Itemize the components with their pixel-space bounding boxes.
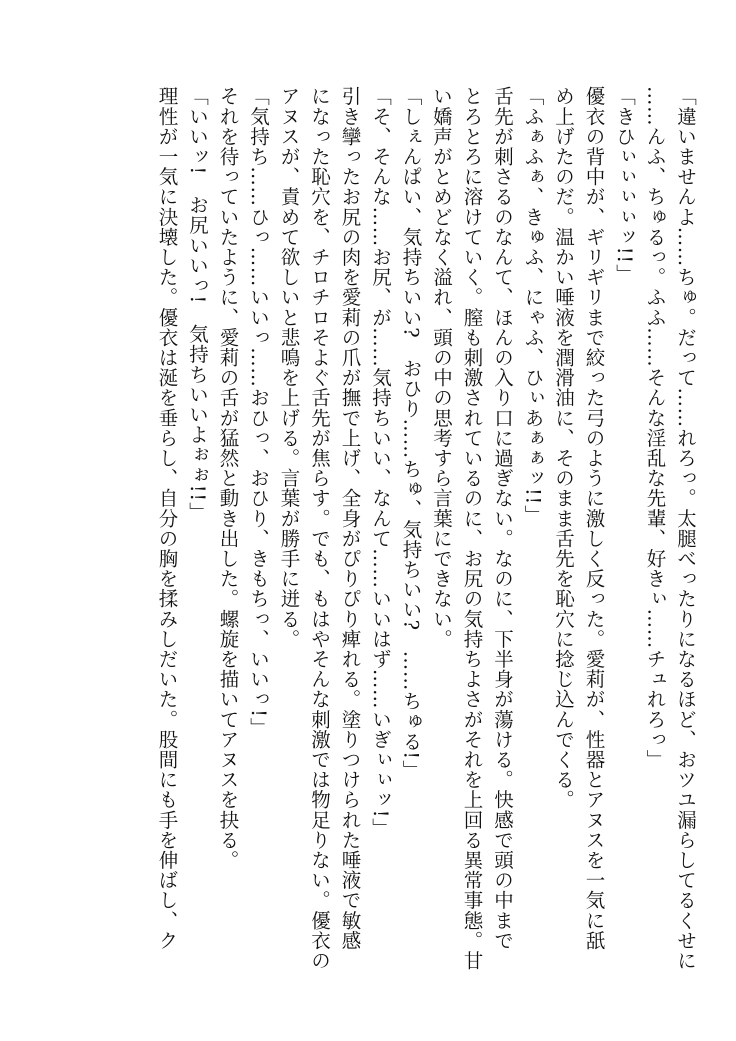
text-line: 引き攣ったお尻の肉を愛莉の爪が撫で上げ、全身がぴりぴり痺れる。塗りつけられた唾液で敏感 bbox=[338, 86, 362, 951]
text-line: 「きひぃぃぃぃッ!!」 bbox=[613, 86, 636, 284]
text-line: ……んふ、ちゅるっ。ふふ……そんな淫乱な先輩、好きぃ……チュれろっ」 bbox=[643, 86, 667, 770]
text-line: とろとろに溶けていく。膣も刺激されているのに、お尻の気持ちよさがそれを上回る異常事態。甘 bbox=[460, 86, 484, 971]
text-line: 「ふぁふぁ、きゅふ、にゃふ、ひぃあぁぁッ!!」 bbox=[521, 86, 545, 525]
text-line: め上げたのだ。温かい唾液を潤滑油に、そのまま舌先を恥穴に捻じ込んでくる。 bbox=[552, 86, 575, 810]
text-line: 「気持ち……ひっ……いいっ……おひっ、おひり、きもちっ、いいっ!」 bbox=[247, 86, 270, 738]
text-line: 理性が一気に決壊した。優衣は涎を垂らし、自分の胸を揉みしだいた。股間にも手を伸ばし、ク bbox=[155, 86, 179, 951]
text-line: 舌先が刺さるのなんて、ほんの入り口に過ぎない。なのに、下半身が蕩ける。快感で頭の中まで bbox=[491, 86, 514, 951]
text-line: になった恥穴を、チロチロそよぐ舌先が焦らす。でも、もはやそんな刺激では物足りない。優衣の bbox=[308, 86, 331, 971]
text-line: 「いいッ! お尻いいっ! 気持ちいいよぉぉ!!」 bbox=[186, 86, 209, 522]
text-line: 「違いませんよ……ちゅ。だって……れろっ。太腿べったりになるほど、おツユ漏らしてるくせに bbox=[674, 86, 697, 971]
vertical-text-body bbox=[151, 86, 700, 986]
text-line: 「しぇんぱい、気持ちいい? おひり……ちゅ、気持ちいい? ……ちゅる!」 bbox=[399, 86, 423, 780]
text-line: 優衣の背中が、ギリギリまで絞った弓のように激しく反った。愛莉が、性器とアヌスを一気に舐 bbox=[582, 86, 606, 951]
text-line: い嬌声がとめどなく溢れ、頭の中の思考すら言葉にできない。 bbox=[430, 86, 453, 649]
text-line: 「そ、そんな……お尻、が……気持ちいい、なんて……いいはず……いぎぃぃッ!」 bbox=[369, 86, 392, 839]
text-line: それを待っていたように、愛莉の舌が猛然と動き出した。螺旋を描いてアヌスを抉る。 bbox=[216, 86, 240, 870]
text-line: アヌスが、責めて欲しいと悲鳴を上げる。言葉が勝手に迸る。 bbox=[277, 86, 301, 649]
